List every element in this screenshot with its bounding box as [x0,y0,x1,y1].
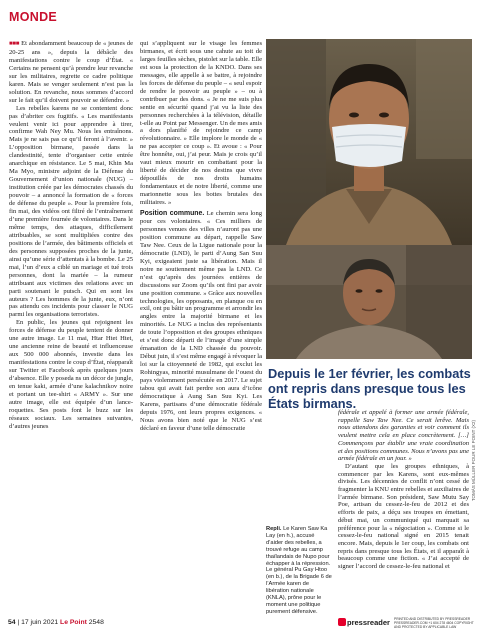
subheading: Position commune. [140,210,205,218]
photo-masked-man [266,39,472,245]
paragraph: Les rebelles karens ne se contentent donc pas d’abriter ces fugitifs. « Les manifestants veulent venir ici pour apprendre à tirer, confirme Wah Ney Mu. Nous les entraînons. Mais je ne sais pas ce qu’il feront à l’avenir. » L’opposition birmane, passée dans la clandestinité, tente d’organiser cette entrée anarchique en résistance. Le 5 mai, Khin Ma Ma Myo, ministre adjoint de la Défense du Gouvernement d’union nationale (NUG) – institution créée par les démocrates chassés du pouvoir – a annoncé la formation de « forces de défense du peuple ». Pour la première fois, fin mai, des vidéos ont filtré de l’entraînement d’une première fournée de volontaires. Dans le même temps, des attaques, difficilement attribuables, se sont multipliées contre des positions de l’armée, des bâtiments officiels et des personnes supposées proches de la junte, ainsi qu’une série d’attentats à la bombe. Le 25 mai, l’un d’eux a ciblé un mariage et tué trois personnes, dont la mariée – la rumeur attribuant aux victimes des relations avec un parti soutenant le putsch. Qui en sont les auteurs ? Les hommes de la junte, eux, n’ont pas attendu ces incidents pour classer le NUG parmi les organisations terroristes. [9,104,133,319]
paragraph: ■■■ Et abondamment beaucoup de « jeunes de 20-25 ans », depuis la débâcle des manifestations contre le coup d’État. « Certains ne pensent qu’à prendre leur revanche sur les militaires, regrette ce cadre politique karen. Mais se venger seulement n’est pas la solution. En revanche, nous sommes d’accord sur le fait qu’il doivent pouvoir se défendre. » [9,40,133,104]
issue-date: 17 juin 2021 [21,619,59,626]
paragraph: fédérale et appelé à former une armée fédérale, rappelle Saw Taw Nee. Ce serait lerêve. Mais nous attendons des garanties et voir comment ils veulent mettre cela en place concrètement. […] Commençons par établir une vraie coordination et des positions communes. Nous n’avons pas une armée fédérale en un jour. » [338,409,469,463]
lead-marker: ■■■ [9,41,20,47]
publication-name: Le Point [60,619,87,626]
page-footer: 54 | 17 juin 2021 Le Point 2548 [8,619,104,626]
article-column-3 [338,409,469,571]
paragraph: qui s’appliquent sur le visage les femmes birmanes, et écrit sous une cahute au toit de larges feuilles sèches, pistolet sur la table. Elle est sous la protection de la KNDO. Dans ses messages, elle appelle à se battre, à rejoindre les forces de défense du peuple – « seul espoir de rendre le pouvoir au peuple » – ou à contribuer par des dons. « Je ne me suis plus sentie en sécurité quand j’ai vu la liste des personnes recherchées à la télévision, détaille t-elle au Point par Messenger. Un de mes amis a dors planifié de rejoindre ce camp révolutionnaire. » Elle implore le monde de « ne pas accepter ce coup ». Et avoue : « Pour être honnête, oui, j’ai peur. Mais je crois qu’il vaut mieux mourir en combattant pour la liberté de décider de nos destins que vivre dépouillés de nos droits humains fondamentaux et de notre liberté, comme une marionnette sous les bottes brutales des militaires. » [140,40,262,207]
photo-credit: TOMÁS MÜLLER POUR LE POINT (X2) [471,420,476,502]
paragraph: Position commune. Le chemin sera long pour ces volontaires. « Ces milliers de personnes venues des villes n’auront pas une position commune au départ, rappelle Saw Taw Nee. Ceux de la Ligue nationale pour la démocratie (LND), le parti d’Aung San Suu Kyi, exigeaient juste sa libération. Mais il notre ne soutiennent même pas la LND. Ce n’est qu’après des journées entières de discussions sur Zoom qu’ils ont fini par avoir une position commune. » Grâce aux nouvelles technologies, les opposants, en planque ou en exil, ont pu bâtir un programme et arrondir les angles entre la majorité birmane et les minorités. Le NUG a inclus des représentants de toute l’opposition et des groupes ethniques et s’est donc départi de l’image d’une simple émanation de la LND chassée du pouvoir. Début juin, il s’est même engagé à révoquer la loi sur la citoyenneté de 1982, qui exclut les Rohingyas, minorité musulmane de l’ouest du pays violemment persécutée en 2017. Le sujet tabou qui avait fait perdre son aura d’icône démocratique à Aung San Suu Kyi. Les Karens, partisans d’une démocratie fédérale depuis 1976, ont leurs propres exigences. « Nous avons bien noté que le NUG s’est déclaré en faveur d’une telle démocratie [140,210,262,432]
pressreader-notice: PRINTED AND DISTRIBUTED BY PRESSREADER PRESSREADER.COM +1 604 278 4604 COPYRIGHT AND PROTECTED BY APPLICABLE LAW [394,617,474,630]
photo-caption: Repli. Le Karen Saw Ka Lay (en h.), accusé d’aider des rebelles, a trouvé refuge au camp thaïlandais de Nupo pour échapper à la répression. Le général Pu Gay Htoo (en b.), de la Brigade 6 de l’Armée karen de libération nationale (KNLA), prône pour le moment une politique purement défensive. [266,526,332,615]
photo-general [266,245,472,359]
page-number: 54 [8,619,16,626]
pull-quote: Depuis le 1er février, les combats ont repris dans presque tous les États birmans. [268,366,471,411]
issue-number: 2548 [88,619,104,626]
article-column-1 [9,40,133,431]
paragraph: En public, les jeunes qui rejoignent les forces de défense du peuple tentent de donner une autre image. Le 11 mai, Htar Htet Htet, une ancienne reine de beauté et influenceuse aux 500 000 abonnés, investie dans les manifestations contre le coup d’État, réapparaît sur Twitter et Facebook après quelques jours d’absence. Elle y poseda ns un décor de jungle, en tenue kaki, armée d’une kalachnikov noire et portant un tee-shirt « ARMY ». Sur une autre image, elle est équipée d’un lance-roquettes. Ses posts font le buzz sur les réseaux sociaux. Les semaines suivantes, d’autres jeunes [9,319,133,430]
section-label: MONDE [9,10,58,24]
paragraph: D’autant que les groupes ethniques, à commencer par les Karens, sont eux-mêmes divisés. Les décennies de conflit n’ont cessé de fragmenter la KNU entre rebelles et auxiliaires de l’armée birmane. Son président, Saw Mutu Say Poe, artisan du cessez-le-feu de 2012 et des efforts de paix, a déçu ses troupes en émettant, début mai, un communiqué qui marquait sa préférence pour la « négociation ». Comme si le cessez-le-feu national signé en 2015 tenait encore. Mais, depuis le 1er coup, les combats ont repris dans presque tous les États, et il apparaît à beaucoup comme une fiction. « J’ai accepté de signer l’accord de cessez-le-feu national et [338,462,469,571]
article-column-2 [140,40,262,433]
caption-label: Repli. [266,526,282,532]
pressreader-stamp [347,616,474,634]
masked-man-illustration [266,39,472,245]
general-illustration [266,245,472,359]
pressreader-logo: pressreader [347,618,390,627]
pressreader-icon [338,618,346,626]
